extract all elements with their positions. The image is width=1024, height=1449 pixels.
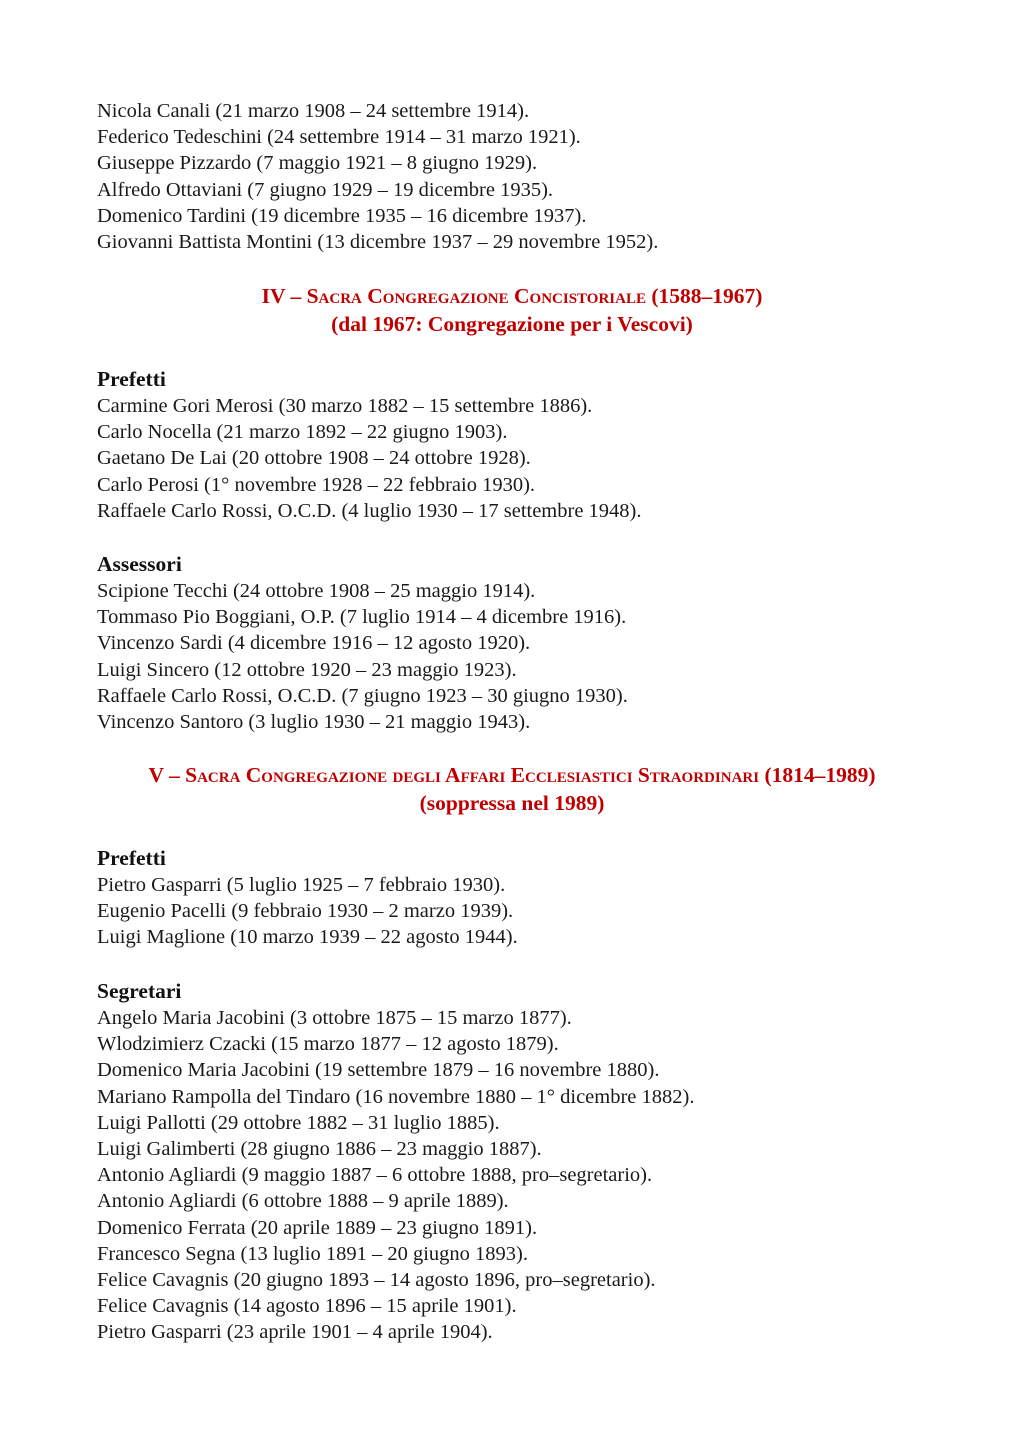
section-iv-heading-line1 (0, 282, 1024, 310)
assessori-heading: Assessori (97, 552, 182, 576)
list-item: Luigi Galimberti (28 giugno 1886 – 23 maggio 1887). (97, 1138, 542, 1161)
list-item: Carlo Perosi (1° novembre 1928 – 22 febbraio 1930). (97, 473, 536, 496)
list-item: Domenico Maria Jacobini (19 settembre 1879 – 16 novembre 1880). (97, 1059, 660, 1082)
list-item: Raffaele Carlo Rossi, O.C.D. (7 giugno 1923 – 30 giugno 1930). (97, 684, 628, 707)
section-v-years: (1814–1989) (759, 763, 876, 787)
intro-list (97, 98, 957, 255)
section-iv-name: Sacra Congregazione Concistoriale (306, 284, 646, 308)
list-item: Federico Tedeschini (24 settembre 1914 – 31 marzo 1921). (97, 126, 581, 149)
list-item: Angelo Maria Jacobini (3 ottobre 1875 – 15 marzo 1877). (97, 1007, 572, 1029)
prefetti-heading: Prefetti (97, 846, 166, 870)
list-item: Raffaele Carlo Rossi, O.C.D. (4 luglio 1930 – 17 settembre 1948). (97, 499, 642, 522)
section-v-prefetti (97, 844, 957, 951)
section-iv-assessori (97, 550, 957, 735)
section-v-number: V – (148, 763, 186, 787)
section-v-name: Sacra Congregazione degli Affari Ecclesiastici Straordinari (185, 763, 760, 787)
list-item: Mariano Rampolla del Tindaro (16 novembre 1880 – 1° dicembre 1882). (97, 1085, 695, 1108)
list-item: Francesco Segna (13 luglio 1891 – 20 giugno 1893). (97, 1242, 529, 1265)
list-item: Carmine Gori Merosi (30 marzo 1882 – 15 settembre 1886). (97, 395, 593, 417)
section-iv-heading-line2: (dal 1967: Congregazione per i Vescovi) (331, 312, 693, 336)
list-item: Domenico Ferrata (20 aprile 1889 – 23 giugno 1891). (97, 1216, 538, 1239)
section-iv-years: (1588–1967) (645, 284, 763, 308)
list-item: Vincenzo Santoro (3 luglio 1930 – 21 maggio 1943). (97, 711, 531, 734)
list-item: Luigi Maglione (10 marzo 1939 – 22 agosto 1944). (97, 926, 518, 949)
section-v-heading (0, 761, 1024, 817)
list-item: Eugenio Pacelli (9 febbraio 1930 – 2 marzo 1939). (97, 900, 514, 923)
section-v-segretari (97, 977, 957, 1346)
list-item: Giuseppe Pizzardo (7 maggio 1921 – 8 giugno 1929). (97, 152, 538, 175)
section-iv-number: IV – (261, 284, 307, 308)
section-v-heading-line2: (soppressa nel 1989) (419, 791, 605, 815)
list-item: Wlodzimierz Czacki (15 marzo 1877 – 12 agosto 1879). (97, 1033, 559, 1056)
list-item: Alfredo Ottaviani (7 giugno 1929 – 19 dicembre 1935). (97, 178, 554, 201)
list-item: Antonio Agliardi (9 maggio 1887 – 6 ottobre 1888, pro–segretario). (97, 1164, 653, 1187)
list-item: Pietro Gasparri (23 aprile 1901 – 4 aprile 1904). (97, 1321, 493, 1344)
section-iv-prefetti (97, 365, 957, 524)
list-item: Gaetano De Lai (20 ottobre 1908 – 24 ottobre 1928). (97, 447, 531, 470)
list-item: Nicola Canali (21 marzo 1908 – 24 settembre 1914). (97, 100, 530, 122)
list-item: Pietro Gasparri (5 luglio 1925 – 7 febbraio 1930). (97, 874, 506, 896)
list-item: Vincenzo Sardi (4 dicembre 1916 – 12 agosto 1920). (97, 632, 531, 655)
section-iv-heading (0, 282, 1024, 338)
list-item: Scipione Tecchi (24 ottobre 1908 – 25 maggio 1914). (97, 580, 536, 602)
prefetti-heading: Prefetti (97, 367, 166, 391)
list-item: Felice Cavagnis (20 giugno 1893 – 14 agosto 1896, pro–segretario). (97, 1269, 656, 1292)
list-item: Carlo Nocella (21 marzo 1892 – 22 giugno 1903). (97, 421, 508, 444)
list-item: Luigi Pallotti (29 ottobre 1882 – 31 luglio 1885). (97, 1111, 500, 1134)
section-v-heading-line1 (0, 761, 1024, 789)
list-item: Antonio Agliardi (6 ottobre 1888 – 9 aprile 1889). (97, 1190, 509, 1213)
list-item: Domenico Tardini (19 dicembre 1935 – 16 dicembre 1937). (97, 204, 587, 227)
list-item: Felice Cavagnis (14 agosto 1896 – 15 aprile 1901). (97, 1295, 517, 1318)
segretari-heading: Segretari (97, 979, 182, 1003)
list-item: Tommaso Pio Boggiani, O.P. (7 luglio 1914 – 4 dicembre 1916). (97, 606, 627, 629)
list-item: Giovanni Battista Montini (13 dicembre 1937 – 29 novembre 1952). (97, 231, 659, 254)
list-item: Luigi Sincero (12 ottobre 1920 – 23 maggio 1923). (97, 658, 517, 681)
